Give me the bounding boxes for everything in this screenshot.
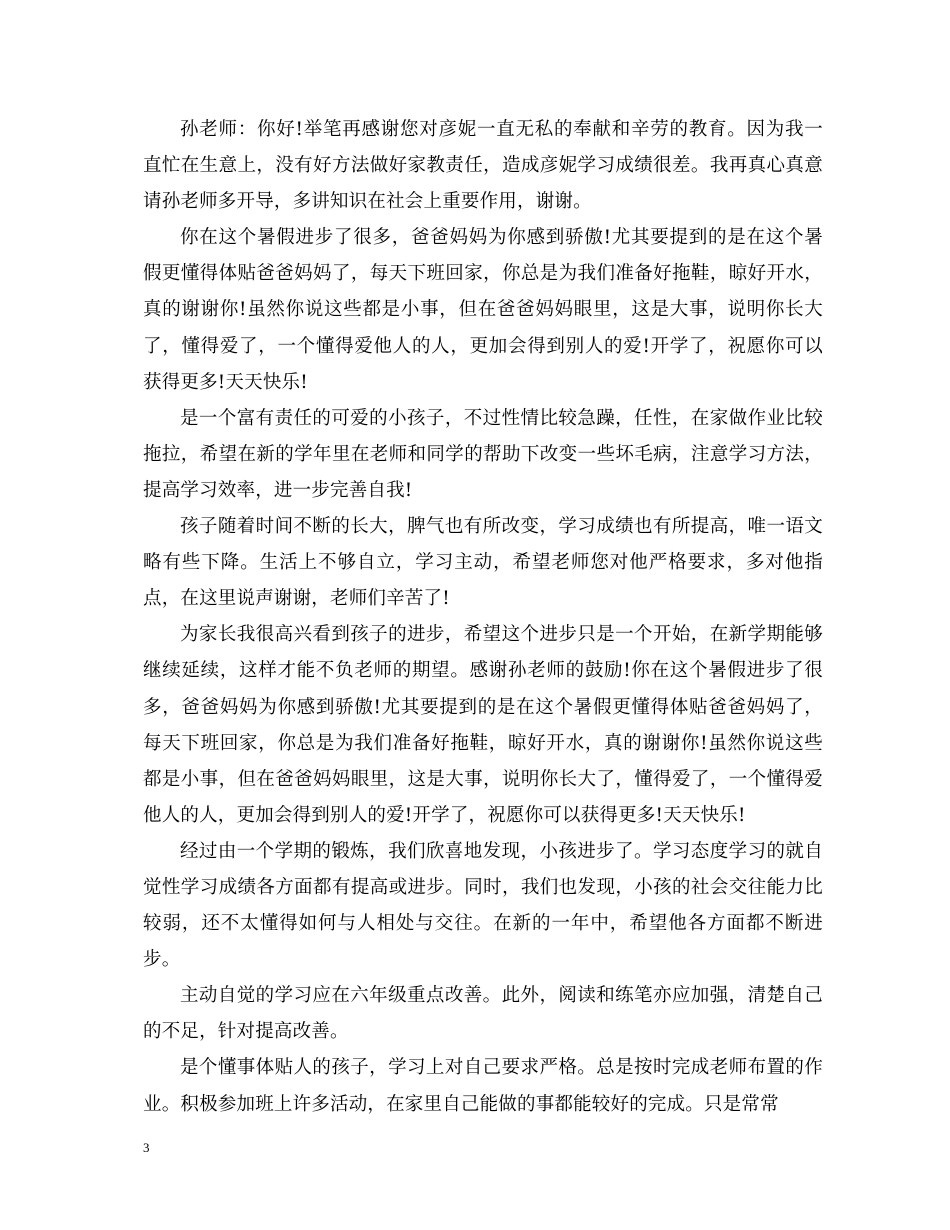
paragraph: 是一个富有责任的可爱的小孩子，不过性情比较急躁，任性，在家做作业比较拖拉，希望在新的学年里在老师和同学的帮助下改变一些坏毛病，注意学习方法，提高学习效率，进一步完善自我! xyxy=(143,407,823,501)
paragraph: 你在这个暑假进步了很多，爸爸妈妈为你感到骄傲!尤其要提到的是在这个暑假更懂得体贴爸爸妈妈了，每天下班回家，你总是为我们准备好拖鞋，晾好开水，真的谢谢你!虽然你说这些都是小事，但在爸爸妈妈眼里，这是大事，说明你长大了，懂得爱了，一个懂得爱他人的人，更加会得到别人的爱!开学了，祝愿你可以获得更多!天天快乐! xyxy=(143,227,823,393)
paragraph: 是个懂事体贴人的孩子，学习上对自己要求严格。总是按时完成老师布置的作业。积极参加班上许多活动，在家里自己能做的事都能较好的完成。只是常常 xyxy=(143,1057,823,1115)
paragraph: 主动自觉的学习应在六年级重点改善。此外，阅读和练笔亦应加强，清楚自己的不足，针对提高改善。 xyxy=(143,985,823,1043)
paragraph: 经过由一个学期的锻炼，我们欣喜地发现，小孩进步了。学习态度学习的就自觉性学习成绩各方面都有提高或进步。同时，我们也发现，小孩的社会交往能力比较弱，还不太懂得如何与人相处与交往。在新的一年中，希望他各方面都不断进步。 xyxy=(143,840,823,971)
paragraph: 孩子随着时间不断的长大，脾气也有所改变，学习成绩也有所提高，唯一语文略有些下降。生活上不够自立，学习主动，希望老师您对他严格要求，多对他指点，在这里说声谢谢，老师们辛苦了! xyxy=(143,516,823,610)
paragraph: 孙老师：你好!举笔再感谢您对彦妮一直无私的奉献和辛劳的教育。因为我一直忙在生意上，没有好方法做好家教责任，造成彦妮学习成绩很差。我再真心真意请孙老师多开导，多讲知识在社会上重要作用，谢谢。 xyxy=(143,119,823,213)
paragraph: 为家长我很高兴看到孩子的进步，希望这个进步只是一个开始，在新学期能够继续延续，这样才能不负老师的期望。感谢孙老师的鼓励!你在这个暑假进步了很多，爸爸妈妈为你感到骄傲!尤其要提到的是在这个暑假更懂得体贴爸爸妈妈了，每天下班回家，你总是为我们准备好拖鞋，晾好开水，真的谢谢你!虽然你说这些都是小事，但在爸爸妈妈眼里，这是大事，说明你长大了，懂得爱了，一个懂得爱他人的人，更加会得到别人的爱!开学了，祝愿你可以获得更多!天天快乐! xyxy=(143,624,823,826)
document-body xyxy=(143,112,823,1123)
page-number: 3 xyxy=(143,1140,150,1155)
